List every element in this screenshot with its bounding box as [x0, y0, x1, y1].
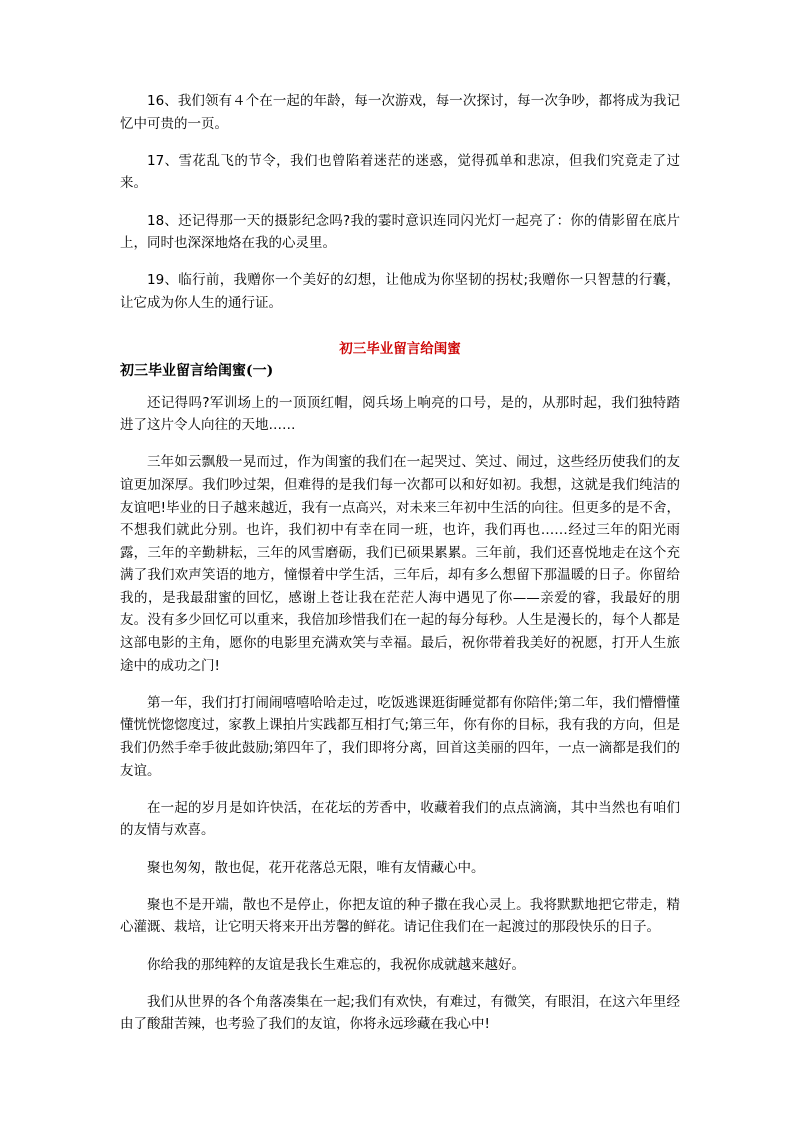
- body-paragraph-8: 我们从世界的各个角落凑集在一起;我们有欢快，有难过，有微笑，有眼泪，在这六年里经由了酸甜苦辣，也考验了我们的友谊，你将永远珍藏在我心中!: [120, 993, 680, 1033]
- paragraph-19: 19、临行前，我赠你一个美好的幻想，让他成为你坚韧的拐杖;我赠你一只智慧的行囊，让它成为你人生的通行证。: [120, 272, 680, 311]
- body-paragraph-7: 你给我的那纯粹的友谊是我长生难忘的，我祝你成就越来越好。: [147, 956, 525, 973]
- paragraph-17: 17、雪花乱飞的节令，我们也曾陷着迷茫的迷惑，觉得孤单和悲凉，但我们究竟走了过来。: [120, 152, 680, 192]
- paragraph-16: 16、我们领有４个在一起的年龄，每一次游戏，每一次探讨，每一次争吵，都将成为我记忆中可贵的一页。: [120, 93, 680, 132]
- body-paragraph-3: 第一年，我们打打闹闹嘻嘻哈哈走过，吃饭逃课逛街睡觉都有你陪伴;第二年，我们懵懵懂懂恍恍惚惚度过，家教上课拍片实践都互相打气;第三年，你有你的目标，我有我的方向，但是我们仍然手牵手彼此鼓励;第四年了，我们即将分离，回首这美丽的四年，一点一滴都是我们的友谊。: [120, 694, 680, 779]
- section-subtitle: 初三毕业留言给闺蜜(一): [120, 362, 274, 379]
- document-page: [120, 90, 680, 1051]
- section-title: 初三毕业留言给闺蜜: [339, 340, 461, 357]
- paragraph-18: 18、还记得那一天的摄影纪念吗?我的霎时意识连同闪光灯一起亮了：你的倩影留在底片上，同时也深深地烙在我的心灵里。: [120, 212, 680, 252]
- body-paragraph-6: 聚也不是开端，散也不是停止，你把友谊的种子撒在我心灵上。我将默默地把它带走，精心灌溉、栽培，让它明天将来开出芳馨的鲜花。请记住我们在一起渡过的那段快乐的日子。: [120, 896, 680, 936]
- body-paragraph-1: 还记得吗?军训场上的一顶顶红帽，阅兵场上响亮的口号，是的，从那时起，我们独特踏进了这片令人向往的天地……: [120, 394, 680, 434]
- body-paragraph-4: 在一起的岁月是如许快活，在花坛的芳香中，收藏着我们的点点滴滴，其中当然也有咱们的友情与欢喜。: [120, 799, 680, 839]
- body-paragraph-2: 三年如云飘般一晃而过，作为闺蜜的我们在一起哭过、笑过、闹过，这些经历使我们的友谊更加深厚。我们吵过架，但难得的是我们每一次都可以和好如初。我想，这就是我们纯洁的友谊吧!毕业的日子越来越近，我有一点高兴，对未来三年初中生活的向往。但更多的是不舍，不想我们就此分别。也许，我们初中有幸在同一班，也许，我们再也……经过三年的阳光雨露，三年的辛勤耕耘，三年的风雪磨砺，我们已硕果累累。三年前，我们还喜悦地走在这个充满了我们欢声笑语的地方，憧憬着中学生活，三年后，却有多么想留下那温暖的日子。你留给我的，是我最甜蜜的回忆，感谢上苍让我在茫茫人海中遇见了你——亲爱的睿，我最好的朋友。没有多少回忆可以重来，我倍加珍惜我们在一起的每分每秒。人生是漫长的，每个人都是这部电影的主角，愿你的电影里充满欢笑与幸福。最后，祝你带着我美好的祝愿，打开人生旅途中的成功之门!: [120, 454, 680, 674]
- body-paragraph-5: 聚也匆匆，散也促，花开花落总无限，唯有友情藏心中。: [147, 859, 485, 876]
